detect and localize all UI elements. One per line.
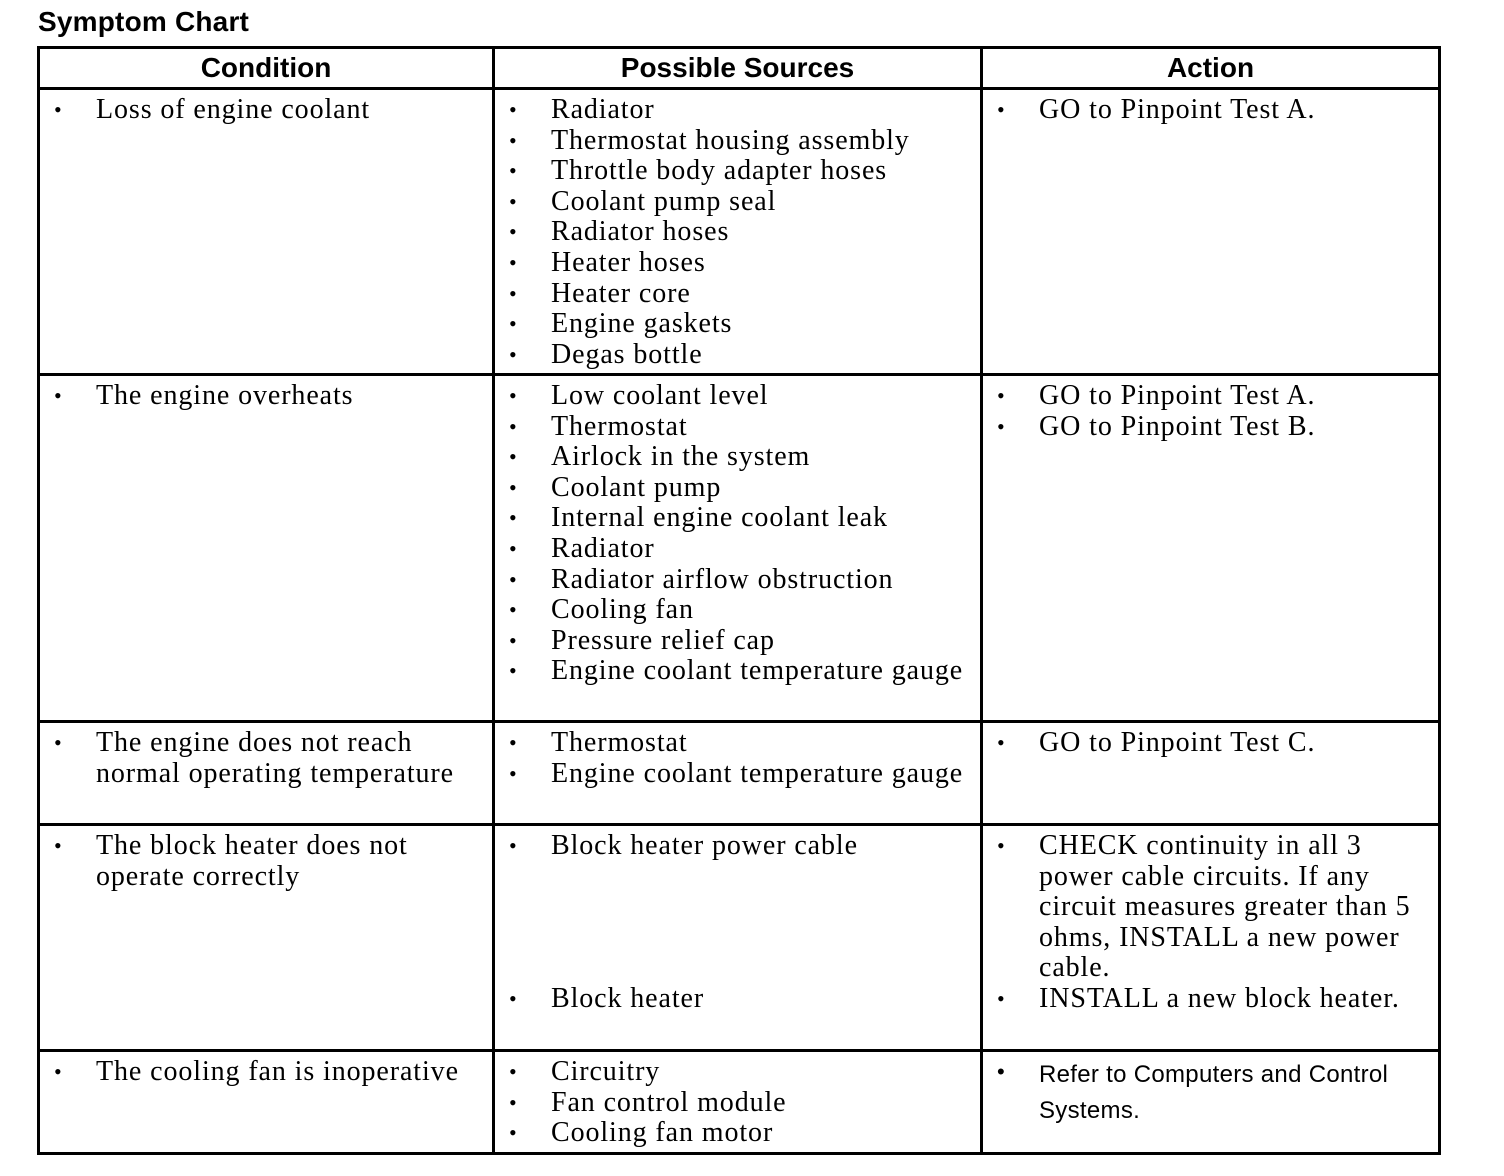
bullet-icon: • [54, 97, 63, 122]
source-item: • Degas bottle [509, 338, 703, 370]
source-item: • Radiator [509, 532, 655, 564]
chart-title: Symptom Chart [38, 6, 250, 37]
action-item: • GO to Pinpoint Test C. [997, 727, 1316, 758]
source-item: • Engine coolant temperature gauge [509, 757, 964, 789]
condition-item: • The engine overheats [54, 380, 354, 411]
condition-cell [39, 825, 494, 1051]
sources-cell [494, 722, 982, 825]
bullet-icon: • [509, 535, 518, 561]
source-item: • Radiator [509, 94, 655, 125]
action-cell [982, 825, 1440, 1051]
table-row [39, 89, 1440, 375]
bullet-icon: • [509, 188, 518, 214]
action-item: • GO to Pinpoint Test A. [997, 380, 1316, 411]
header-row [39, 48, 1440, 89]
table-row [39, 825, 1440, 1051]
action-item: • CHECK continuity in all 3 power cable circuits. If any circuit measures greater than 5 ohms, INSTALL a new power cable. [997, 830, 1411, 984]
source-item: • Radiator airflow obstruction [509, 563, 894, 595]
action-item: • Refer to Computers and Control Systems. [997, 1059, 1389, 1124]
bullet-icon: • [509, 597, 518, 623]
bullet-icon: • [54, 1059, 63, 1084]
bullet-icon: • [509, 658, 518, 684]
bullet-icon: • [997, 97, 1006, 122]
condition-cell [39, 89, 494, 375]
bullet-icon: • [509, 158, 518, 184]
symptom-table [37, 46, 1441, 1155]
bullet-icon: • [509, 566, 518, 592]
action-cell [982, 722, 1440, 825]
bullet-icon: • [54, 833, 63, 858]
bullet-icon: • [997, 833, 1006, 858]
action-cell [982, 375, 1440, 722]
condition-item: • Loss of engine coolant [54, 94, 371, 125]
source-item: • Circuitry [509, 1056, 661, 1087]
action-cell [982, 89, 1440, 375]
bullet-icon: • [509, 127, 518, 153]
action-item: • GO to Pinpoint Test A. [997, 94, 1316, 125]
bullet-icon: • [509, 1089, 518, 1115]
bullet-icon: • [509, 760, 518, 786]
bullet-icon: • [509, 985, 518, 1011]
source-item: • Airlock in the system [509, 441, 811, 473]
source-item: • Heater core [509, 277, 691, 309]
source-item: • Pressure relief cap [509, 624, 775, 656]
bullet-icon: • [997, 1059, 1006, 1084]
bullet-icon: • [509, 341, 518, 367]
bullet-icon: • [509, 311, 518, 337]
source-item: • Engine coolant temperature gauge [509, 655, 964, 687]
source-item: • Block heater power cable [509, 830, 858, 861]
bullet-icon: • [509, 1120, 518, 1146]
bullet-icon: • [509, 1059, 518, 1084]
source-item: • Cooling fan [509, 594, 694, 626]
source-item: • Cooling fan motor [509, 1117, 774, 1149]
source-item: • Thermostat [509, 410, 688, 442]
action-cell [982, 1051, 1440, 1154]
source-item: • Coolant pump [509, 471, 722, 503]
table-row [39, 375, 1440, 722]
bullet-icon: • [509, 97, 518, 122]
bullet-icon: • [997, 730, 1006, 755]
bullet-icon: • [509, 627, 518, 653]
condition-item: • The cooling fan is inoperative [54, 1056, 459, 1087]
source-item: • Block heater [509, 982, 705, 1014]
bullet-icon: • [509, 249, 518, 275]
source-item: • Throttle body adapter hoses [509, 155, 888, 187]
bullet-icon: • [509, 505, 518, 531]
bullet-icon: • [509, 383, 518, 408]
action-item: • GO to Pinpoint Test B. [997, 410, 1316, 442]
bullet-icon: • [509, 833, 518, 858]
condition-cell [39, 1051, 494, 1154]
bullet-icon: • [509, 413, 518, 439]
bullet-icon: • [509, 280, 518, 306]
action-item: • INSTALL a new block heater. [997, 982, 1400, 1014]
table-row [39, 722, 1440, 825]
sources-cell [494, 89, 982, 375]
bullet-icon: • [54, 383, 63, 408]
condition-item: • The engine does not reach normal operating temperature [54, 727, 454, 789]
source-item: • Radiator hoses [509, 216, 730, 248]
source-item: • Low coolant level [509, 380, 769, 411]
table-row [39, 1051, 1440, 1154]
bullet-icon: • [997, 985, 1006, 1011]
condition-item: • The block heater does not operate correctly [54, 830, 408, 892]
bullet-icon: • [997, 413, 1006, 439]
bullet-icon: • [54, 730, 63, 755]
source-item: • Thermostat [509, 727, 688, 758]
header-possible-sources: Possible Sources [494, 48, 982, 89]
sources-cell [494, 1051, 982, 1154]
sources-cell [494, 375, 982, 722]
bullet-icon: • [509, 219, 518, 245]
condition-cell [39, 722, 494, 825]
bullet-icon: • [509, 474, 518, 500]
bullet-icon: • [997, 383, 1006, 408]
condition-cell [39, 375, 494, 722]
bullet-icon: • [509, 444, 518, 470]
header-condition: Condition [39, 48, 494, 89]
source-item: • Heater hoses [509, 246, 706, 278]
sources-cell [494, 825, 982, 1051]
source-item: • Thermostat housing assembly [509, 124, 910, 156]
source-item: • Internal engine coolant leak [509, 502, 888, 534]
source-item: • Fan control module [509, 1086, 787, 1118]
source-item: • Engine gaskets [509, 308, 733, 340]
bullet-icon: • [509, 730, 518, 755]
header-action: Action [982, 48, 1440, 89]
source-item: • Coolant pump seal [509, 185, 777, 217]
